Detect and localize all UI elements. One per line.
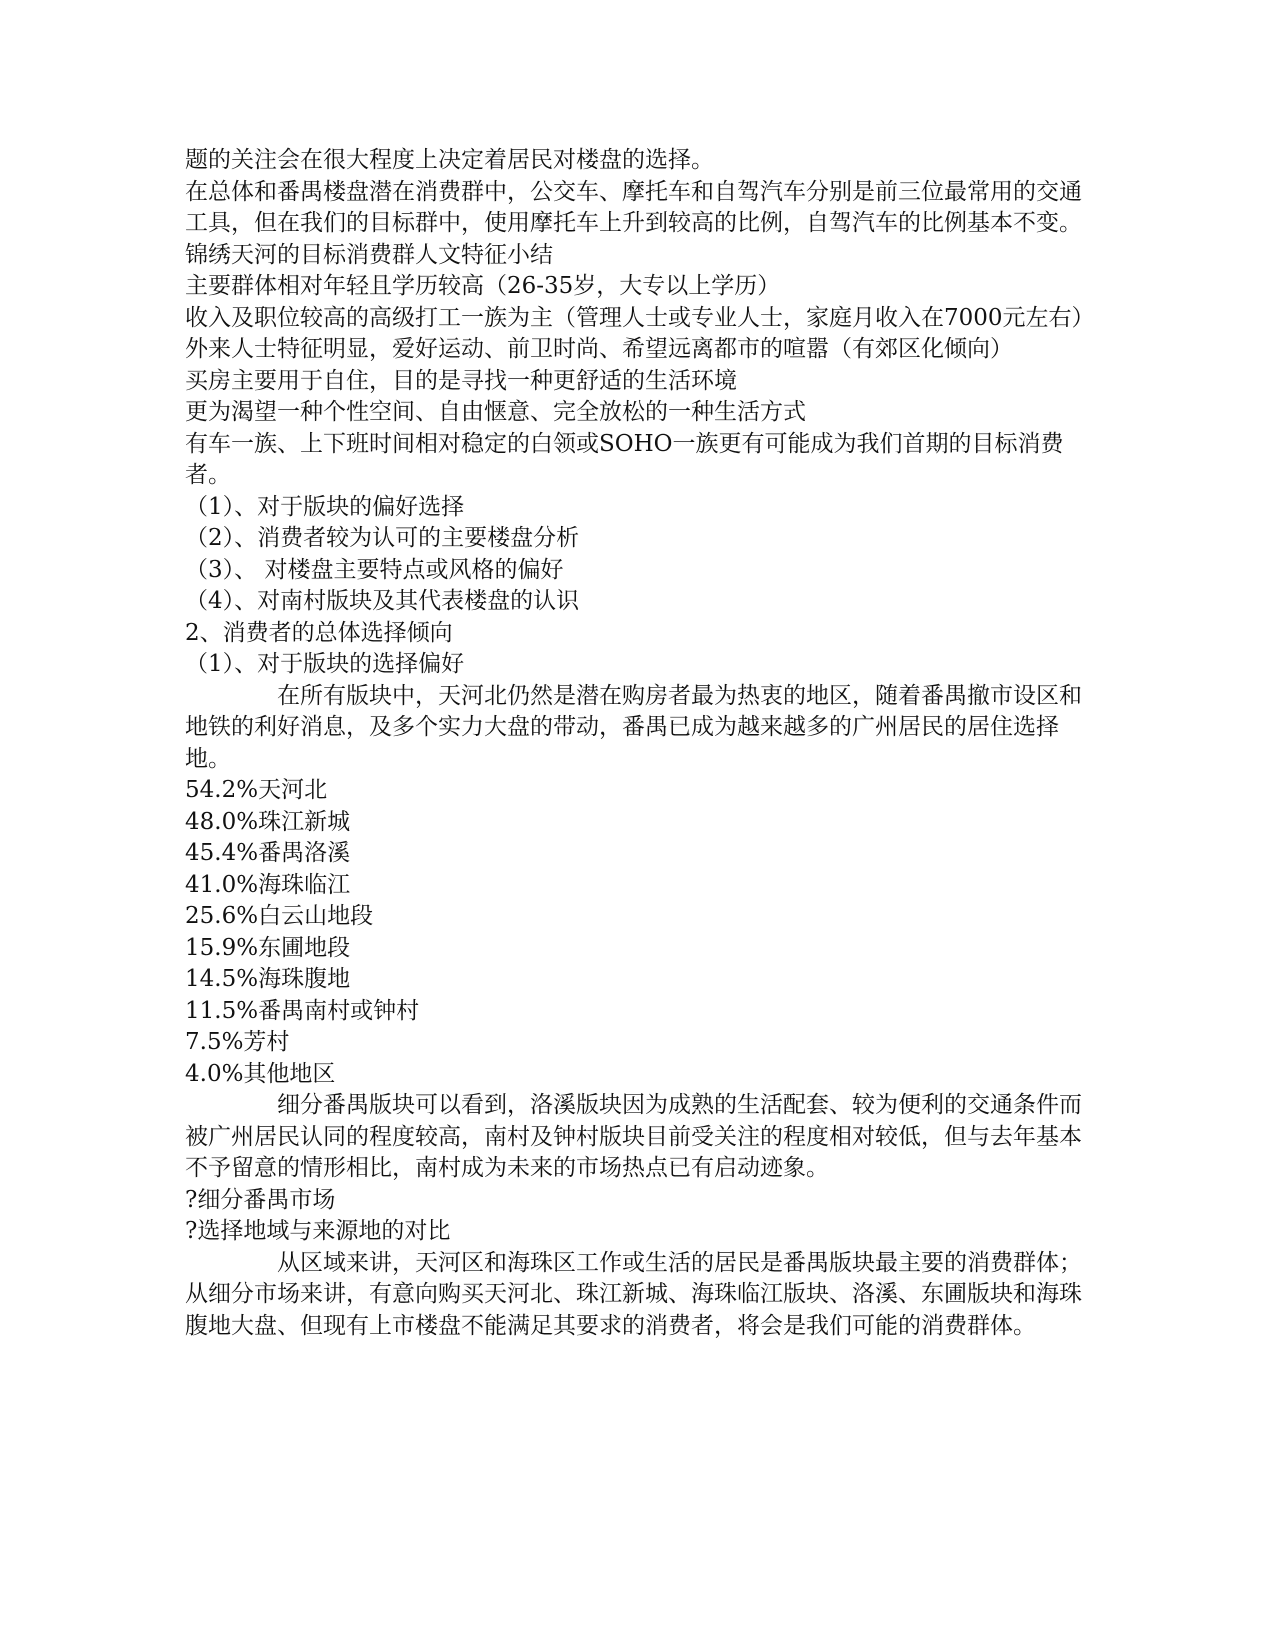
section-heading: 锦绣天河的目标消费群人文特征小结 (185, 241, 553, 268)
outline-item: （3）、 对楼盘主要特点或风格的偏好 (185, 556, 564, 583)
outline-item: （1）、对于版块的偏好选择 (185, 493, 465, 520)
section-heading: 2、消费者的总体选择倾向 (185, 619, 453, 646)
paragraph: ?细分番禺市场 (185, 1186, 336, 1213)
list-item: 15.9%东圃地段 (185, 934, 351, 961)
list-item: 45.4%番禺洛溪 (185, 840, 351, 866)
list-item: 41.0%海珠临江 (185, 871, 351, 898)
paragraph: ?选择地域与来源地的对比 (185, 1218, 451, 1244)
document-body (185, 145, 1095, 1342)
list-item: 54.2%天河北 (185, 777, 328, 803)
list-item: 4.0%其他地区 (185, 1060, 336, 1087)
paragraph: 在所有版块中，天河北仍然是潜在购房者最为热衷的地区，随着番禺撤市设区和地铁的利好消息，及多个实力大盘的带动，番禺已成为越来越多的广州居民的居住选择地。 (185, 682, 1082, 772)
list-item: 14.5%海珠腹地 (185, 966, 351, 992)
list-item: 25.6%白云山地段 (185, 903, 374, 929)
paragraph: 买房主要用于自住，目的是寻找一种更舒适的生活环境 (185, 367, 737, 394)
paragraph: 从区域来讲，天河区和海珠区工作或生活的居民是番禺版块最主要的消费群体；从细分市场来讲，有意向购买天河北、珠江新城、海珠临江版块、洛溪、东圃版块和海珠腹地大盘、但现有上市楼盘不能满足其要求的消费者，将会是我们可能的消费群体。 (185, 1249, 1082, 1339)
outline-item: （1）、对于版块的选择偏好 (185, 651, 465, 677)
paragraph: 外来人士特征明显，爱好运动、前卫时尚、希望远离都市的喧嚣（有郊区化倾向） (185, 336, 1013, 362)
list-item: 11.5%番禺南村或钟村 (185, 997, 420, 1024)
paragraph: 更为渴望一种个性空间、自由惬意、完全放松的一种生活方式 (185, 399, 806, 425)
paragraph: 细分番禺版块可以看到，洛溪版块因为成熟的生活配套、较为便利的交通条件而被广州居民认同的程度较高，南村及钟村版块目前受关注的程度相对较低，但与去年基本不予留意的情形相比，南村成为未来的市场热点已有启动迹象。 (185, 1092, 1082, 1181)
list-item: 48.0%珠江新城 (185, 808, 351, 835)
paragraph: 在总体和番禺楼盘潜在消费群中，公交车、摩托车和自驾汽车分别是前三位最常用的交通工具，但在我们的目标群中，使用摩托车上升到较高的比例，自驾汽车的比例基本不变。 (185, 178, 1082, 236)
paragraph: 主要群体相对年轻且学历较高（26-35岁，大专以上学历） (185, 273, 781, 299)
outline-item: （2）、消费者较为认可的主要楼盘分析 (185, 525, 580, 551)
outline-item: （4）、对南村版块及其代表楼盘的认识 (185, 588, 580, 614)
paragraph: 题的关注会在很大程度上决定着居民对楼盘的选择。 (185, 147, 714, 173)
list-item: 7.5%芳村 (185, 1029, 290, 1055)
paragraph: 收入及职位较高的高级打工一族为主（管理人士或专业人士，家庭月收入在7000元左右） (185, 304, 1095, 331)
paragraph: 有车一族、上下班时间相对稳定的白领或SOHO一族更有可能成为我们首期的目标消费者。 (185, 430, 1064, 488)
